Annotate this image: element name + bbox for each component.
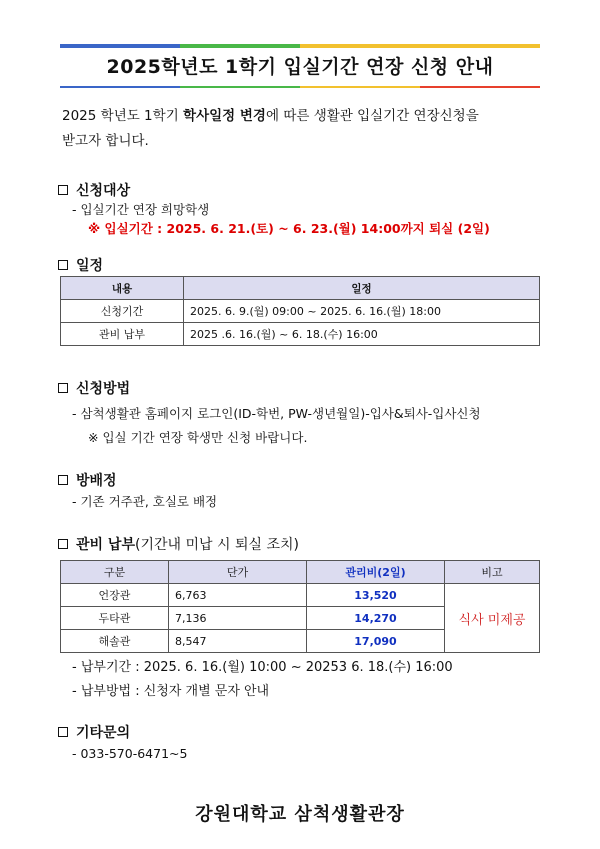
table-header-row [61, 561, 540, 584]
section-heading: 방배정 [76, 473, 117, 489]
fee-table [60, 560, 540, 653]
section-heading: 일정 [76, 258, 104, 274]
table-header-row [61, 277, 540, 300]
column-header: 내용 [61, 277, 184, 300]
page-title: 2025학년도 1학기 입실기간 연장 신청 안내 [106, 56, 494, 78]
checkbox-icon [58, 727, 68, 737]
column-header: 관리비(2일) [307, 561, 445, 584]
fee-method: - 납부방법 : 신청자 개별 문자 안내 [72, 684, 270, 699]
section-target [58, 180, 130, 200]
section-schedule [58, 255, 103, 275]
checkbox-icon [58, 383, 68, 393]
method-item: - 삼척생활관 홈페이지 로그인(ID-학번, PW-생년월일)-입사&퇴사-입사신청 [72, 406, 481, 421]
intro-text-2: 에 따른 생활관 입실기간 연장신청을 [265, 108, 479, 124]
table-cell: 신청기간 [61, 300, 184, 323]
table-cell: 13,520 [307, 584, 445, 607]
section-heading: 신청대상 [76, 183, 131, 199]
intro-paragraph [62, 104, 542, 154]
target-note: ※ 입실기간 : 2025. 6. 21.(토) ~ 6. 23.(월) 14:00까지 퇴실 (2일) [88, 221, 490, 236]
section-method [58, 378, 130, 398]
title-top-bar [60, 44, 540, 48]
intro-bold: 학사일정 변경 [183, 108, 266, 124]
section-fee [58, 534, 299, 554]
room-item: - 기존 거주관, 호실로 배정 [72, 494, 218, 509]
fee-remark: 식사 미제공 [445, 584, 540, 653]
table-cell: 관비 납부 [61, 323, 184, 346]
method-note: ※ 입실 기간 연장 학생만 신청 바랍니다. [88, 430, 308, 445]
section-heading: 기타문의 [76, 725, 131, 741]
section-heading: 관비 납부 [76, 537, 135, 553]
table-cell: 7,136 [169, 607, 307, 630]
intro-text-3: 받고자 합니다. [62, 133, 149, 149]
table-row [61, 300, 540, 323]
checkbox-icon [58, 260, 68, 270]
table-cell: 6,763 [169, 584, 307, 607]
schedule-table [60, 276, 540, 346]
table-cell: 두타관 [61, 607, 169, 630]
fee-period: - 납부기간 : 2025. 6. 16.(월) 10:00 ~ 20253 6. 18.(수) 16:00 [72, 660, 453, 675]
column-header: 비고 [445, 561, 540, 584]
checkbox-icon [58, 475, 68, 485]
section-contact [58, 722, 130, 742]
checkbox-icon [58, 185, 68, 195]
column-header: 구분 [61, 561, 169, 584]
table-cell: 언장관 [61, 584, 169, 607]
title-bottom-bar [60, 86, 540, 88]
table-row [61, 584, 540, 607]
checkbox-icon [58, 539, 68, 549]
table-cell: 14,270 [307, 607, 445, 630]
table-cell: 8,547 [169, 630, 307, 653]
column-header: 단가 [169, 561, 307, 584]
footer-org: 강원대학교 삼척생활관장 [195, 804, 405, 825]
contact-phone: - 033-570-6471~5 [72, 746, 188, 761]
target-item: - 입실기간 연장 희망학생 [72, 202, 210, 217]
section-subheading: (기간내 미납 시 퇴실 조치) [134, 537, 299, 553]
table-cell: 해솔관 [61, 630, 169, 653]
table-cell: 2025 .6. 16.(월) ~ 6. 18.(수) 16:00 [184, 323, 540, 346]
section-heading: 신청방법 [76, 381, 131, 397]
table-row [61, 323, 540, 346]
table-cell: 17,090 [307, 630, 445, 653]
table-cell: 2025. 6. 9.(월) 09:00 ~ 2025. 6. 16.(월) 18:00 [184, 300, 540, 323]
intro-text-1: 2025 학년도 1학기 [62, 108, 184, 124]
column-header: 일정 [184, 277, 540, 300]
section-room [58, 470, 117, 490]
